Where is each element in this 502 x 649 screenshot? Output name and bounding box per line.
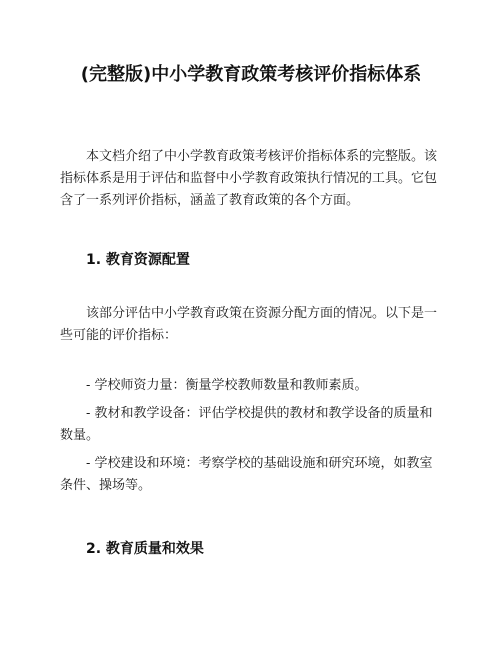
- intro-paragraph: 本文档介绍了中小学教育政策考核评价指标体系的完整版。该指标体系是用于评估和监督中小学教育政策执行情况的工具。它包含了一系列评价指标，涵盖了教育政策的各个方面。: [60, 149, 438, 208]
- document-title: (完整版)中小学教育政策考核评价指标体系: [80, 64, 422, 85]
- list-item-materials: - 教材和教学设备：评估学校提供的教材和教学设备的质量和数量。: [60, 406, 433, 443]
- list-item-facilities: - 学校建设和环境：考察学校的基础设施和研究环境，如教室条件、操场等。: [60, 456, 433, 493]
- section-heading-resources: 1. 教育资源配置: [86, 252, 190, 268]
- section-intro-paragraph: 该部分评估中小学教育政策在资源分配方面的情况。以下是一些可能的评价指标：: [60, 306, 438, 343]
- list-item-teachers: - 学校师资力量：衡量学校教师数量和教师素质。: [86, 378, 368, 393]
- section-heading-quality: 2. 教育质量和效果: [86, 541, 204, 557]
